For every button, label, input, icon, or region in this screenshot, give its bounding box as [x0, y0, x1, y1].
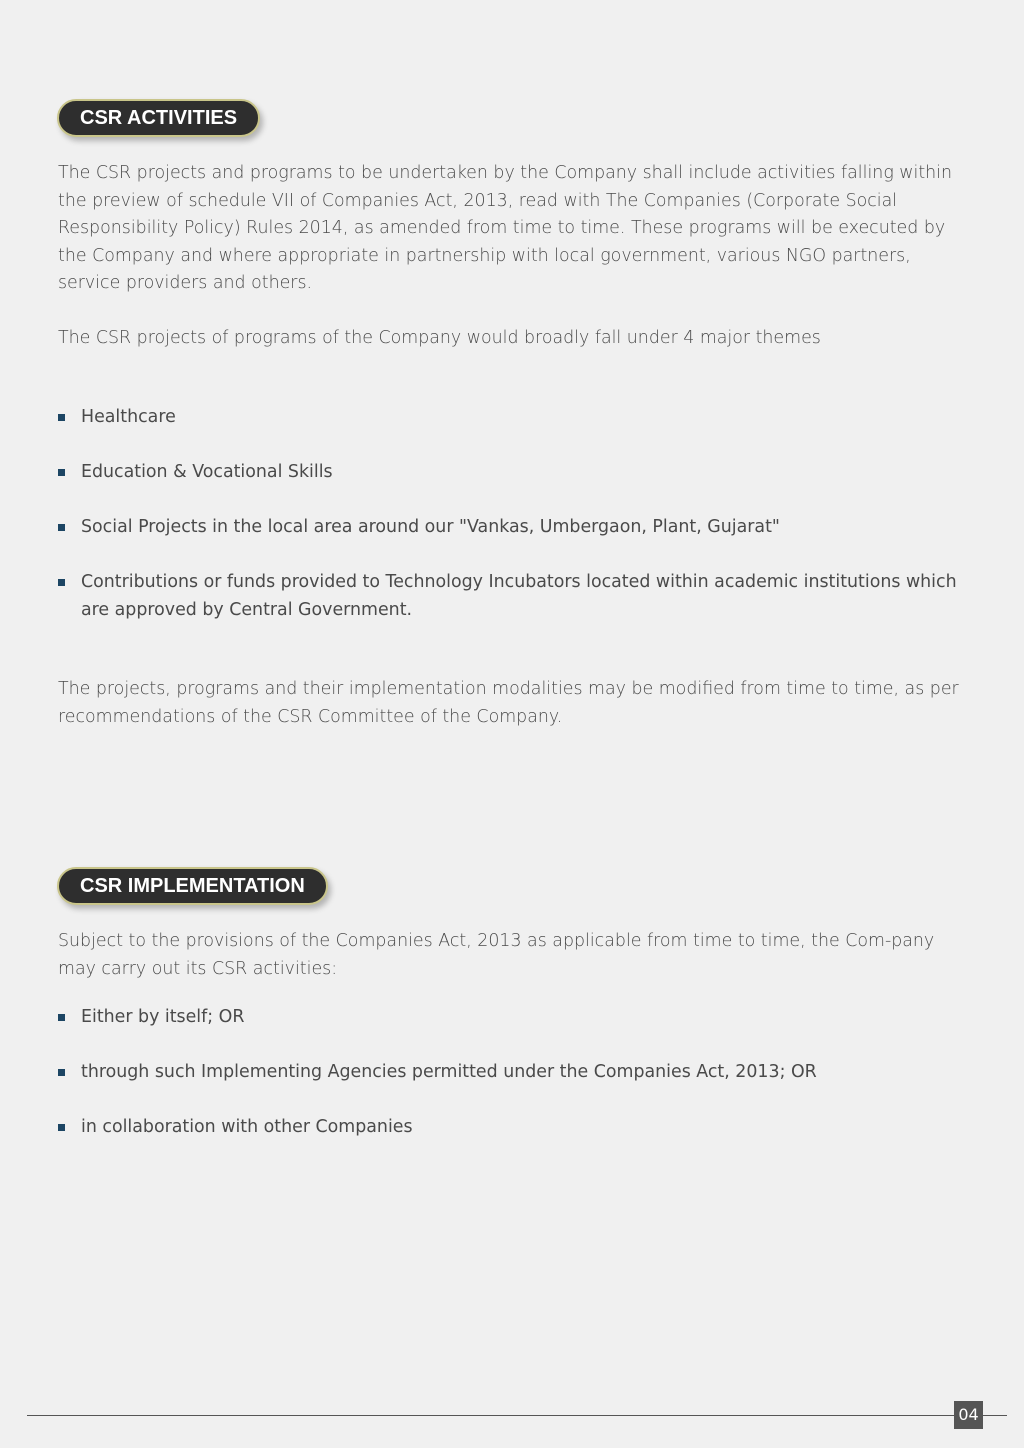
list-item-text: Either by itself; OR: [81, 1007, 245, 1027]
list-item-text: in collaboration with other Companies: [81, 1117, 413, 1137]
section-heading-csr-activities: CSR ACTIVITIES: [57, 99, 260, 137]
section-heading-csr-implementation: CSR IMPLEMENTATION: [57, 867, 328, 905]
list-item-text: Contributions or funds provided to Technology Incubators located within academic institutions which are approved by Central Government.: [81, 572, 957, 620]
activities-closing-paragraph: The projects, programs and their implementation modalities may be modified from time to time, as per recommendations of the CSR Committee of the Company.: [58, 679, 959, 727]
list-item: [58, 1059, 958, 1087]
list-item-text: Education & Vocational Skills: [81, 462, 333, 482]
list-item: [58, 1114, 958, 1142]
bullet-square-icon: [58, 1014, 65, 1021]
activities-intro-paragraph: The CSR projects and programs to be undertaken by the Company shall include activities falling within the preview of schedule VII of Companies Act, 2013, read with The Companies (Corporate Social Responsibility Policy) Rules 2014, as amended from time to time. These programs will be executed by the Company and where appropriate in partnership with local government, various NGO partners, service providers and others.: [58, 163, 953, 293]
bullet-square-icon: [58, 579, 65, 586]
list-item-text: through such Implementing Agencies permitted under the Companies Act, 2013; OR: [81, 1062, 817, 1082]
list-item: [58, 404, 958, 432]
implementation-intro-paragraph: Subject to the provisions of the Companies Act, 2013 as applicable from time to time, the Com-pany may carry out its CSR activities:: [58, 931, 935, 979]
bullet-square-icon: [58, 1069, 65, 1076]
bullet-square-icon: [58, 1124, 65, 1131]
list-item: [58, 459, 958, 487]
list-item: [58, 569, 958, 624]
list-item-text: Healthcare: [81, 407, 176, 427]
activities-themes-paragraph: The CSR projects of programs of the Company would broadly fall under 4 major themes: [58, 328, 821, 348]
list-item: [58, 514, 958, 542]
footer-divider: [27, 1415, 1007, 1416]
page-number-badge: 04: [954, 1401, 983, 1429]
bullet-square-icon: [58, 524, 65, 531]
list-item-text: Social Projects in the local area around our "Vankas, Umbergaon, Plant, Gujarat": [81, 517, 780, 537]
list-item: [58, 1004, 958, 1032]
bullet-square-icon: [58, 414, 65, 421]
bullet-square-icon: [58, 469, 65, 476]
